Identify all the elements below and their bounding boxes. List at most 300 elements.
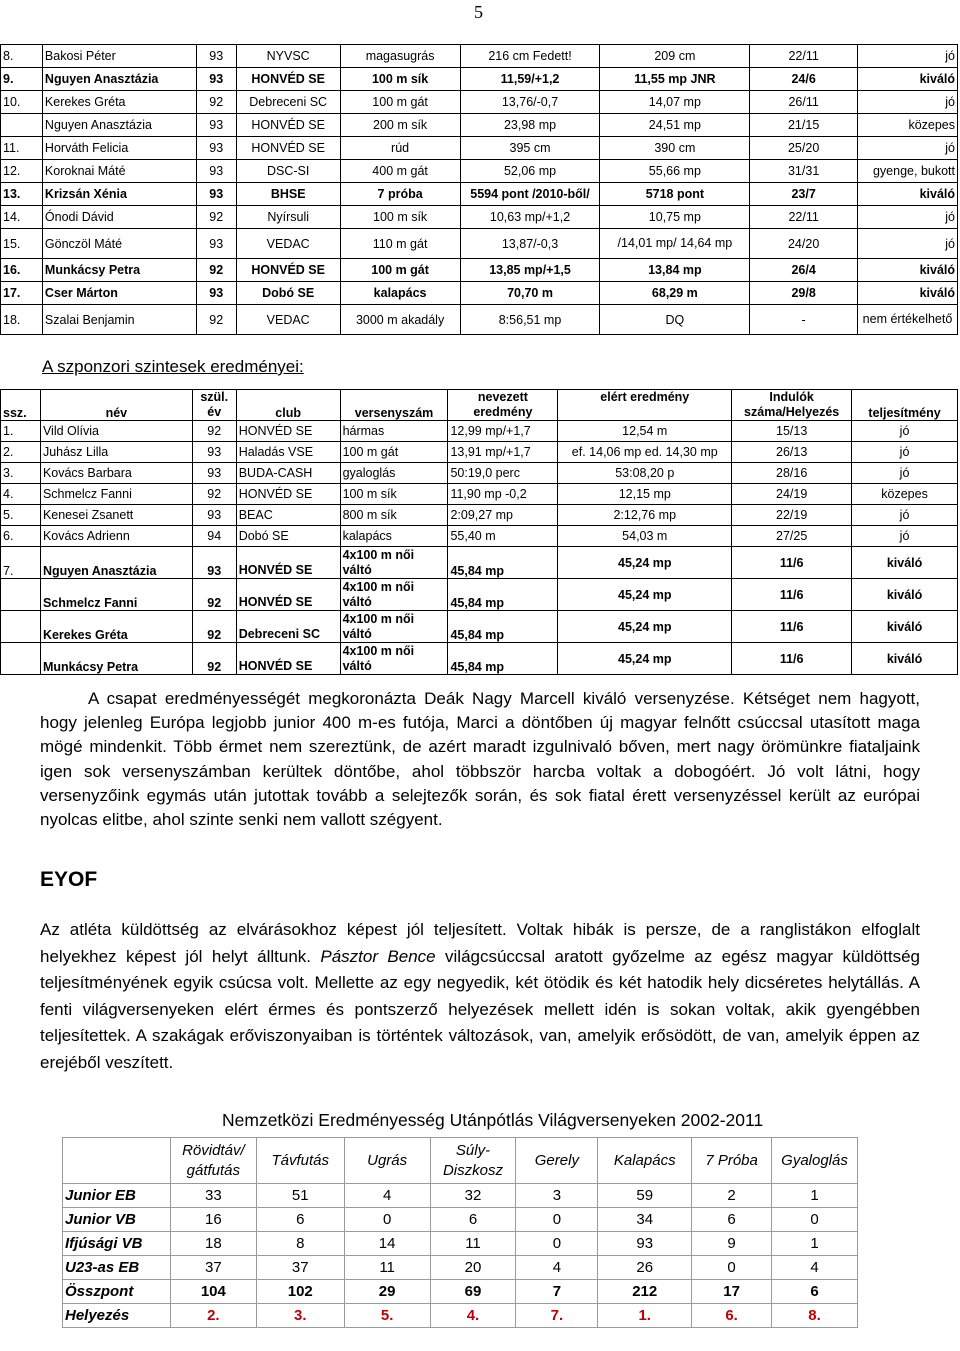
cell-achieved: 45,24 mp [558,643,732,675]
value-cell: 2. [170,1304,256,1328]
table-row [1,442,958,463]
cell-number: 10. [1,91,43,114]
table-row [1,505,958,526]
cell-performance: jó [852,526,958,547]
paragraph-eyof-part1: Az atléta küldöttség az elvárásokhoz képest jól teljesített. Voltak hibák is persze, de a ranglistákon elfoglalt helyekhez képest jól helyt álltunk. [40,920,920,966]
column-header: Súly- Diszkosz [430,1138,516,1184]
cell-number: 4. [1,484,41,505]
cell-year: 93 [192,547,236,579]
cell-year: 92 [192,611,236,643]
cell-place: 22/11 [750,206,858,229]
corner-cell [63,1138,171,1184]
column-header: Ugrás [344,1138,430,1184]
cell-result: 13,84 mp [600,259,750,282]
cell-name: Vild Olívia [40,421,192,442]
header-club: club [236,390,340,421]
cell-place: 21/15 [750,114,858,137]
cell-achieved: 12,54 m [558,421,732,442]
cell-number: 13. [1,183,43,206]
value-cell: 4 [344,1184,430,1208]
value-cell: 8. [772,1304,858,1328]
value-cell: 11 [344,1256,430,1280]
value-cell: 6 [256,1208,344,1232]
cell-rating: kiváló [858,259,958,282]
cell-place: 24/6 [750,68,858,91]
value-cell: 1 [772,1232,858,1256]
cell-club: DSC-SI [236,160,340,183]
table-row [1,45,958,68]
cell-nominated: 45,84 mp [448,547,558,579]
cell-qualifying: 23,98 mp [460,114,600,137]
cell-place: 11/6 [732,547,852,579]
cell-number: 16. [1,259,43,282]
table-row [1,421,958,442]
cell-number: 8. [1,45,43,68]
cell-event: magasugrás [340,45,460,68]
cell-place: 15/13 [732,421,852,442]
cell-event: 100 m gát [340,259,460,282]
highlight-athlete-name: Pásztor Bence [320,946,436,966]
cell-name: Kerekes Gréta [42,91,196,114]
header-szul: szül. év [192,390,236,421]
cell-year: 92 [196,305,236,335]
cell-result: 55,66 mp [600,160,750,183]
cell-club: NYVSC [236,45,340,68]
cell-name: Schmelcz Fanni [40,484,192,505]
row-label: Ifjúsági VB [63,1232,171,1256]
value-cell: 102 [256,1280,344,1304]
value-cell: 6 [772,1280,858,1304]
cell-qualifying: 13,76/-0,7 [460,91,600,114]
table-row [1,206,958,229]
table-row [1,526,958,547]
table-row [1,463,958,484]
cell-club: Nyírsuli [236,206,340,229]
paragraph-eyof-part2: világcsúccsal aratott győzelme az egész magyar küldöttség teljesítményének egyik csúcsa volt. Mellette az egy negyedik, két ötödik és két hatodik hely dicséretes helytállás. A fenti világversenyeken elért érmes és pontszerző helyezések mellett idén is sokan voltak, akik gyengébben teljesítettek. A szakágak erőviszonyaiban is történtek változások, van, amelyik erősödött, de van, amelyik éppen az erejéből veszített. [40,946,920,1072]
cell-rating: kiváló [858,68,958,91]
cell-place: 24/20 [750,229,858,259]
row-label: Helyezés [63,1304,171,1328]
value-cell: 33 [170,1184,256,1208]
relay-row [1,643,958,675]
value-cell: 34 [598,1208,692,1232]
value-cell: 7. [516,1304,598,1328]
cell-event: 4x100 m női váltó [340,611,448,643]
cell-club: BEAC [236,505,340,526]
cell-result: 390 cm [600,137,750,160]
cell-number: 15. [1,229,43,259]
cell-rating: jó [858,206,958,229]
relay-row [1,579,958,611]
cell-place: 11/6 [732,643,852,675]
cell-rating: közepes [858,114,958,137]
cell-achieved: 2:12,76 mp [558,505,732,526]
cell-name: Kenesei Zsanett [40,505,192,526]
table-row [1,484,958,505]
cell-number: 3. [1,463,41,484]
cell-nominated: 11,90 mp -0,2 [448,484,558,505]
table-row [1,114,958,137]
cell-number: 5. [1,505,41,526]
table-row [1,305,958,335]
cell-number: 2. [1,442,41,463]
value-cell: 59 [598,1184,692,1208]
table-row [1,68,958,91]
value-cell: 5. [344,1304,430,1328]
value-cell: 51 [256,1184,344,1208]
cell-year: 92 [192,643,236,675]
value-cell: 16 [170,1208,256,1232]
cell-achieved: 54,03 m [558,526,732,547]
cell-name: Munkácsy Petra [40,643,192,675]
table-row [1,137,958,160]
value-cell: 1 [772,1184,858,1208]
cell-club: VEDAC [236,305,340,335]
cell-club: HONVÉD SE [236,547,340,579]
cell-performance: kiváló [852,547,958,579]
cell-nominated: 45,84 mp [448,611,558,643]
value-cell: 26 [598,1256,692,1280]
cell-place: 24/19 [732,484,852,505]
cell-nominated: 45,84 mp [448,579,558,611]
cell-year: 93 [196,114,236,137]
cell-name: Munkácsy Petra [42,259,196,282]
cell-result: 24,51 mp [600,114,750,137]
value-cell: 0 [692,1256,772,1280]
cell-nominated: 12,99 mp/+1,7 [448,421,558,442]
relay-row [1,611,958,643]
cell-event: 800 m sík [340,505,448,526]
cell-year: 93 [196,282,236,305]
cell-number: 9. [1,68,43,91]
cell-achieved: 53:08,20 p [558,463,732,484]
summary-table [62,1137,858,1328]
cell-number: 6. [1,526,41,547]
header-ssz: ssz. [1,390,41,421]
cell-place: 27/25 [732,526,852,547]
cell-number: 11. [1,137,43,160]
cell-number [1,611,41,643]
cell-place: 22/11 [750,45,858,68]
cell-event: 200 m sík [340,114,460,137]
value-cell: 1. [598,1304,692,1328]
cell-nominated: 45,84 mp [448,643,558,675]
value-cell: 32 [430,1184,516,1208]
cell-name: Cser Márton [42,282,196,305]
cell-place: 25/20 [750,137,858,160]
summary-row [63,1184,858,1208]
cell-place: 26/11 [750,91,858,114]
cell-event: 100 m sík [340,484,448,505]
cell-name: Nguyen Anasztázia [40,547,192,579]
summary-row [63,1304,858,1328]
header-achieved: elért eredmény [558,390,732,421]
cell-performance: jó [852,421,958,442]
cell-club: BUDA-CASH [236,463,340,484]
cell-rating: kiváló [858,282,958,305]
cell-number: 14. [1,206,43,229]
cell-name: Krizsán Xénia [42,183,196,206]
column-header: Kalapács [598,1138,692,1184]
cell-year: 92 [192,421,236,442]
cell-club: Dobó SE [236,526,340,547]
value-cell: 11 [430,1232,516,1256]
cell-year: 93 [192,442,236,463]
cell-name: Juhász Lilla [40,442,192,463]
cell-nominated: 2:09,27 mp [448,505,558,526]
cell-event: 3000 m akadály [340,305,460,335]
header-nominated: nevezett eredmény [448,390,558,421]
cell-qualifying: 70,70 m [460,282,600,305]
cell-year: 93 [196,229,236,259]
value-cell: 18 [170,1232,256,1256]
cell-nominated: 50:19,0 perc [448,463,558,484]
header-entrants: Indulók száma/Helyezés [732,390,852,421]
cell-performance: jó [852,463,958,484]
cell-place: 11/6 [732,611,852,643]
value-cell: 6 [692,1208,772,1232]
cell-event: 4x100 m női váltó [340,579,448,611]
cell-year: 93 [192,505,236,526]
cell-achieved: 45,24 mp [558,611,732,643]
value-cell: 29 [344,1280,430,1304]
cell-rating: jó [858,137,958,160]
cell-name: Szalai Benjamin [42,305,196,335]
cell-place: 26/4 [750,259,858,282]
row-label: Junior EB [63,1184,171,1208]
cell-club: HONVÉD SE [236,114,340,137]
cell-result: 68,29 m [600,282,750,305]
value-cell: 3 [516,1184,598,1208]
value-cell: 0 [344,1208,430,1232]
cell-name: Kerekes Gréta [40,611,192,643]
cell-name: Nguyen Anasztázia [42,68,196,91]
paragraph-team-results: A csapat eredményességét megkoronázta Deák Nagy Marcell kiváló versenyzése. Kétséget nem hagyott, hogy jelenleg Európa legjobb junior 400 m-es futója, Marci a döntőben új magyar felnőtt csúccsal utasított maga mögé mindenkit. Több érmet nem szereztünk, de azért maradt izgulnivaló bőven, mert nagy örömünkre fiataljaink igen sok versenyszámban kerültek döntőbe, ahol többször harcba voltak a dobogóért. Jó volt látni, hogy versenyzőink egymás után jutottak tovább a selejtezők során, és sok fiatal érett versenyzéssel került az európai nyolcas elitbe, ahol szinte senki nem vallott szégyent. [40,689,920,830]
cell-qualifying: 13,85 mp/+1,5 [460,259,600,282]
value-cell: 4 [516,1256,598,1280]
cell-event: 100 m gát [340,442,448,463]
cell-name: Horváth Felicia [42,137,196,160]
value-cell: 8 [256,1232,344,1256]
cell-rating: gyenge, bukott [858,160,958,183]
cell-achieved: ef. 14,06 mp ed. 14,30 mp [558,442,732,463]
cell-name: Gönczöl Máté [42,229,196,259]
cell-result: DQ [600,305,750,335]
cell-place: 22/19 [732,505,852,526]
cell-year: 93 [192,463,236,484]
sponsor-title: A szponzori szintesek eredményei: [42,357,304,376]
cell-number: 1. [1,421,41,442]
cell-qualifying: 13,87/-0,3 [460,229,600,259]
cell-club: HONVÉD SE [236,643,340,675]
cell-result: 209 cm [600,45,750,68]
cell-event: 100 m sík [340,68,460,91]
cell-year: 93 [196,137,236,160]
cell-number: 18. [1,305,43,335]
cell-number [1,579,41,611]
cell-number [1,643,41,675]
cell-year: 92 [196,206,236,229]
cell-event: 100 m sík [340,206,460,229]
cell-rating: kiváló [858,183,958,206]
value-cell: 4. [430,1304,516,1328]
cell-club: HONVÉD SE [236,259,340,282]
summary-row [63,1208,858,1232]
cell-place: 11/6 [732,579,852,611]
cell-performance: kiváló [852,643,958,675]
cell-result: 5718 pont [600,183,750,206]
cell-event: hármas [340,421,448,442]
value-cell: 0 [516,1232,598,1256]
cell-place: - [750,305,858,335]
cell-achieved: 45,24 mp [558,547,732,579]
cell-event: kalapács [340,282,460,305]
cell-club: Debreceni SC [236,611,340,643]
value-cell: 6. [692,1304,772,1328]
row-label: U23-as EB [63,1256,171,1280]
value-cell: 6 [430,1208,516,1232]
value-cell: 37 [256,1256,344,1280]
column-header: Rövidtáv/ gátfutás [170,1138,256,1184]
cell-event: 100 m gát [340,91,460,114]
cell-performance: kiváló [852,611,958,643]
page-number: 5 [474,2,483,22]
cell-number: 12. [1,160,43,183]
cell-club: Dobó SE [236,282,340,305]
cell-number [1,114,43,137]
header-performance: teljesítmény [852,390,958,421]
cell-performance: jó [852,505,958,526]
cell-event: 400 m gát [340,160,460,183]
cell-year: 92 [196,259,236,282]
cell-year: 92 [192,484,236,505]
cell-event: 4x100 m női váltó [340,643,448,675]
cell-year: 92 [196,91,236,114]
cell-name: Koroknai Máté [42,160,196,183]
value-cell: 104 [170,1280,256,1304]
cell-event: gyaloglás [340,463,448,484]
value-cell: 4 [772,1256,858,1280]
table-row [1,91,958,114]
cell-event: rúd [340,137,460,160]
cell-qualifying: 52,06 mp [460,160,600,183]
cell-qualifying: 216 cm Fedett! [460,45,600,68]
value-cell: 212 [598,1280,692,1304]
summary-header-row [63,1138,858,1184]
cell-place: 26/13 [732,442,852,463]
cell-achieved: 45,24 mp [558,579,732,611]
cell-performance: jó [852,442,958,463]
row-label: Junior VB [63,1208,171,1232]
cell-club: HONVÉD SE [236,137,340,160]
cell-club: HONVÉD SE [236,68,340,91]
value-cell: 0 [516,1208,598,1232]
value-cell: 69 [430,1280,516,1304]
table-row [1,183,958,206]
sponsor-table [0,389,958,675]
cell-event: 4x100 m női váltó [340,547,448,579]
relay-row [1,547,958,579]
cell-place: 28/16 [732,463,852,484]
cell-qualifying: 10,63 mp/+1,2 [460,206,600,229]
cell-nominated: 13,91 mp/+1,7 [448,442,558,463]
row-label: Összpont [63,1280,171,1304]
value-cell: 37 [170,1256,256,1280]
cell-qualifying: 5594 pont /2010-ből/ [460,183,600,206]
cell-name: Ónodi Dávid [42,206,196,229]
value-cell: 0 [772,1208,858,1232]
cell-club: VEDAC [236,229,340,259]
value-cell: 14 [344,1232,430,1256]
cell-result: /14,01 mp/ 14,64 mp [600,229,750,259]
cell-place: 29/8 [750,282,858,305]
summary-row [63,1232,858,1256]
value-cell: 2 [692,1184,772,1208]
table-row [1,229,958,259]
header-event: versenyszám [340,390,448,421]
table-row [1,282,958,305]
value-cell: 17 [692,1280,772,1304]
cell-place: 31/31 [750,160,858,183]
cell-qualifying: 395 cm [460,137,600,160]
cell-rating: jó [858,91,958,114]
cell-year: 93 [196,45,236,68]
cell-club: Debreceni SC [236,91,340,114]
cell-name: Bakosi Péter [42,45,196,68]
value-cell: 9 [692,1232,772,1256]
results-table [0,44,958,335]
cell-rating: jó [858,229,958,259]
cell-year: 93 [196,68,236,91]
summary-row [63,1280,858,1304]
eyof-heading: EYOF [40,868,98,891]
value-cell: 3. [256,1304,344,1328]
value-cell: 7 [516,1280,598,1304]
cell-club: HONVÉD SE [236,421,340,442]
cell-nominated: 55,40 m [448,526,558,547]
cell-club: HONVÉD SE [236,484,340,505]
cell-name: Kovács Barbara [40,463,192,484]
cell-number: 7. [1,547,41,579]
cell-performance: kiváló [852,579,958,611]
column-header: 7 Próba [692,1138,772,1184]
cell-rating: nem értékelhető [858,305,958,335]
cell-result: 14,07 mp [600,91,750,114]
table-row [1,160,958,183]
cell-year: 94 [192,526,236,547]
table-row [1,259,958,282]
cell-year: 92 [192,579,236,611]
summary-row [63,1256,858,1280]
cell-event: 7 próba [340,183,460,206]
cell-club: Haladás VSE [236,442,340,463]
value-cell: 20 [430,1256,516,1280]
cell-number: 17. [1,282,43,305]
cell-event: kalapács [340,526,448,547]
sponsor-header-row [1,390,958,421]
summary-table-title: Nemzetközi Eredményesség Utánpótlás Világversenyeken 2002-2011 [222,1110,764,1130]
cell-year: 93 [196,160,236,183]
cell-qualifying: 8:56,51 mp [460,305,600,335]
cell-performance: közepes [852,484,958,505]
cell-result: 10,75 mp [600,206,750,229]
paragraph-eyof [40,917,920,1076]
cell-club: HONVÉD SE [236,579,340,611]
cell-name: Schmelcz Fanni [40,579,192,611]
cell-rating: jó [858,45,958,68]
value-cell: 93 [598,1232,692,1256]
cell-name: Kovács Adrienn [40,526,192,547]
